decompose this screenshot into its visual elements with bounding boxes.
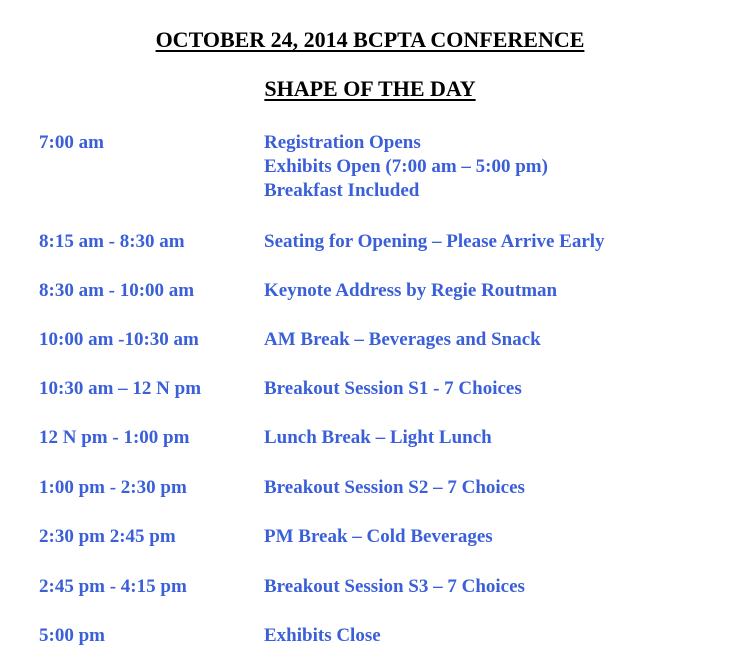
schedule-events [264,624,381,648]
schedule-event: Lunch Break – Light Lunch [264,427,492,448]
schedule-event: AM Break – Beverages and Snack [264,329,541,350]
schedule-event: Breakout Session S3 – 7 Choices [264,576,525,597]
schedule-event: Registration Opens [264,132,421,153]
schedule-event: Breakout Session S1 - 7 Choices [264,378,522,399]
schedule-event: PM Break – Cold Beverages [264,526,493,547]
schedule-event: Breakfast Included [264,180,420,201]
schedule-time: 12 N pm - 1:00 pm [39,427,190,448]
schedule-events [264,279,557,303]
schedule-time: 10:00 am -10:30 am [39,329,199,350]
schedule-event: Seating for Opening – Please Arrive Early [264,231,605,252]
schedule-events [264,328,541,352]
schedule-events [264,575,525,599]
schedule-event: Exhibits Open (7:00 am – 5:00 pm) [264,156,548,177]
schedule-events [264,230,605,254]
document-title: OCTOBER 24, 2014 BCPTA CONFERENCE [155,27,585,52]
document-subtitle: SHAPE OF THE DAY [264,76,476,101]
schedule-event: Keynote Address by Regie Routman [264,280,558,301]
schedule-time: 8:30 am - 10:00 am [39,280,195,301]
schedule-events [264,525,493,549]
schedule-time: 5:00 pm [39,625,105,646]
schedule-event: Exhibits Close [264,625,381,646]
schedule-time: 10:30 am – 12 N pm [39,378,202,399]
schedule-events [264,377,522,401]
schedule-events [264,131,548,203]
schedule-time: 7:00 am [39,132,104,153]
schedule-time: 2:45 pm - 4:15 pm [39,576,187,597]
schedule-events [264,426,492,450]
schedule-time: 8:15 am - 8:30 am [39,231,185,252]
schedule-events [264,476,525,500]
schedule-event: Breakout Session S2 – 7 Choices [264,477,525,498]
schedule-time: 2:30 pm 2:45 pm [39,526,176,547]
schedule-time: 1:00 pm - 2:30 pm [39,477,187,498]
